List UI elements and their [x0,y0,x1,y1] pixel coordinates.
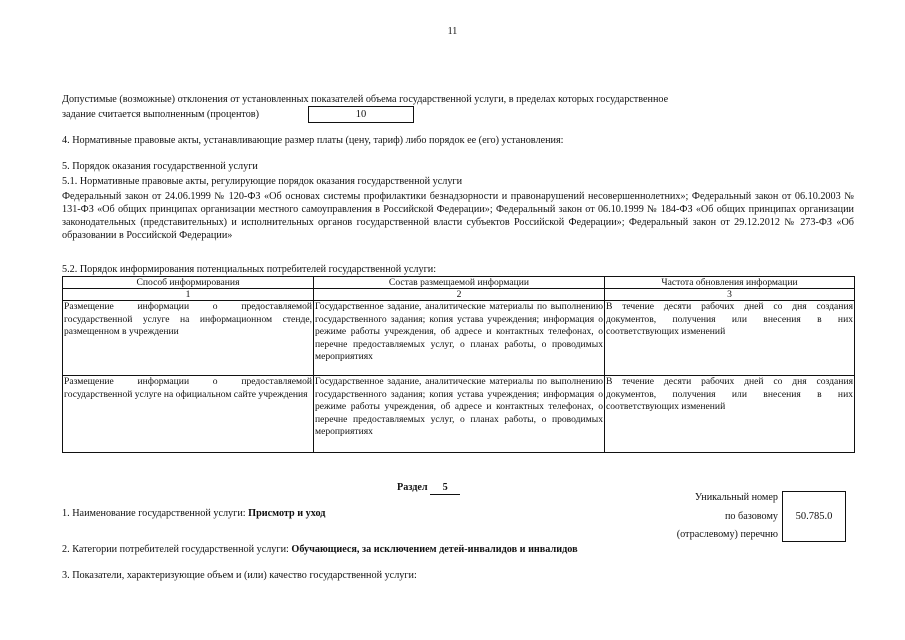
consumer-category-value: Обучающиеся, за исключением детей-инвалидов и инвалидов [291,544,578,555]
method-cell: Размещение информации о предоставляемой государственной услуге на официальном сайте учреждения [63,376,314,453]
normative-acts-text: Федеральный закон от 24.06.1999 № 120-ФЗ «Об основах системы профилактики безнадзорности и правонарушений несовершеннолетних»; Федеральный закон от 06.10.2003 № 131-ФЗ «Об общих принципах организации местного самоуправления в Российской Федерации»; Федеральный закон от 06.10.1999 № 184-ФЗ «Об общих принципах организации законодательных (представительных) и исполнительных органов государственной власти субъектов Российской Федерации»; Федеральный закон от 29.12.2012 № 273-ФЗ «Об образовании в Российской Федерации» [62,191,854,241]
frequency-cell: В течение десяти рабочих дней со дня создания документов, получения или внесения в них соответствующих изменений [605,301,855,376]
indicators-heading: 3. Показатели, характеризующие объем и (или) качество государственной услуги: [62,570,417,581]
table-number-row [63,289,855,301]
header-frequency: Частота обновления информации [605,277,855,289]
table-row [63,376,855,453]
column-number: 1 [63,289,314,301]
section4-text: 4. Нормативные правовые акты, устанавливающие размер платы (цену, тариф) либо порядок ее (его) установления: [62,135,564,146]
column-number: 3 [605,289,855,301]
consumer-category-line [62,543,578,556]
service-name-line [62,507,325,520]
deviation-text-line2: задание считается выполненным (процентов) [62,109,260,120]
unique-number-label-3: (отраслевому) перечню [676,529,778,540]
page-number: 11 [447,26,458,37]
deviation-value-box: 10 [308,106,414,123]
deviation-text-line1: Допустимые (возможные) отклонения от установленных показателей объема государственной услуги, в пределах которых государственное [62,94,669,105]
section-number: 5 [430,481,460,495]
service-name-value: Присмотр и уход [248,508,326,519]
section5-2-heading: 5.2. Порядок информирования потенциальных потребителей государственной услуги: [62,264,437,275]
table-row [63,301,855,376]
consumer-category-label: 2. Категории потребителей государственной услуги: [62,544,292,555]
column-number: 2 [314,289,605,301]
section-heading [397,481,460,495]
section5-heading: 5. Порядок оказания государственной услуги [62,161,258,172]
section5-1-heading: 5.1. Нормативные правовые акты, регулирующие порядок оказания государственной услуги [62,176,463,187]
unique-number-label-2: по базовому [724,511,778,522]
header-content: Состав размещаемой информации [314,277,605,289]
section-label: Раздел [397,482,428,493]
header-method: Способ информирования [63,277,314,289]
unique-number-label-1: Уникальный номер [694,492,778,503]
unique-number-box: 50.785.0 [782,491,846,542]
service-name-label: 1. Наименование государственной услуги: [62,508,249,519]
content-cell: Государственное задание, аналитические материалы по выполнению государственного задания; копия устава учреждения; информация о режиме работы учреждения, об адресе и контактных телефонах, о перечне предоставляемых услуг, о планах работы, о проводимых мероприятиях [314,301,605,376]
info-table [62,276,855,453]
table-header-row [63,277,855,289]
method-cell: Размещение информации о предоставляемой государственной услуге на информационном стенде, размещенном в учреждении [63,301,314,376]
frequency-cell: В течение десяти рабочих дней со дня создания документов, получения или внесения в них соответствующих изменений [605,376,855,453]
content-cell: Государственное задание, аналитические материалы по выполнению государственного задания; копия устава учреждения; информация о режиме работы учреждения, об адресе и контактных телефонах, о перечне предоставляемых услуг, о планах работы, о проводимых мероприятиях [314,376,605,453]
